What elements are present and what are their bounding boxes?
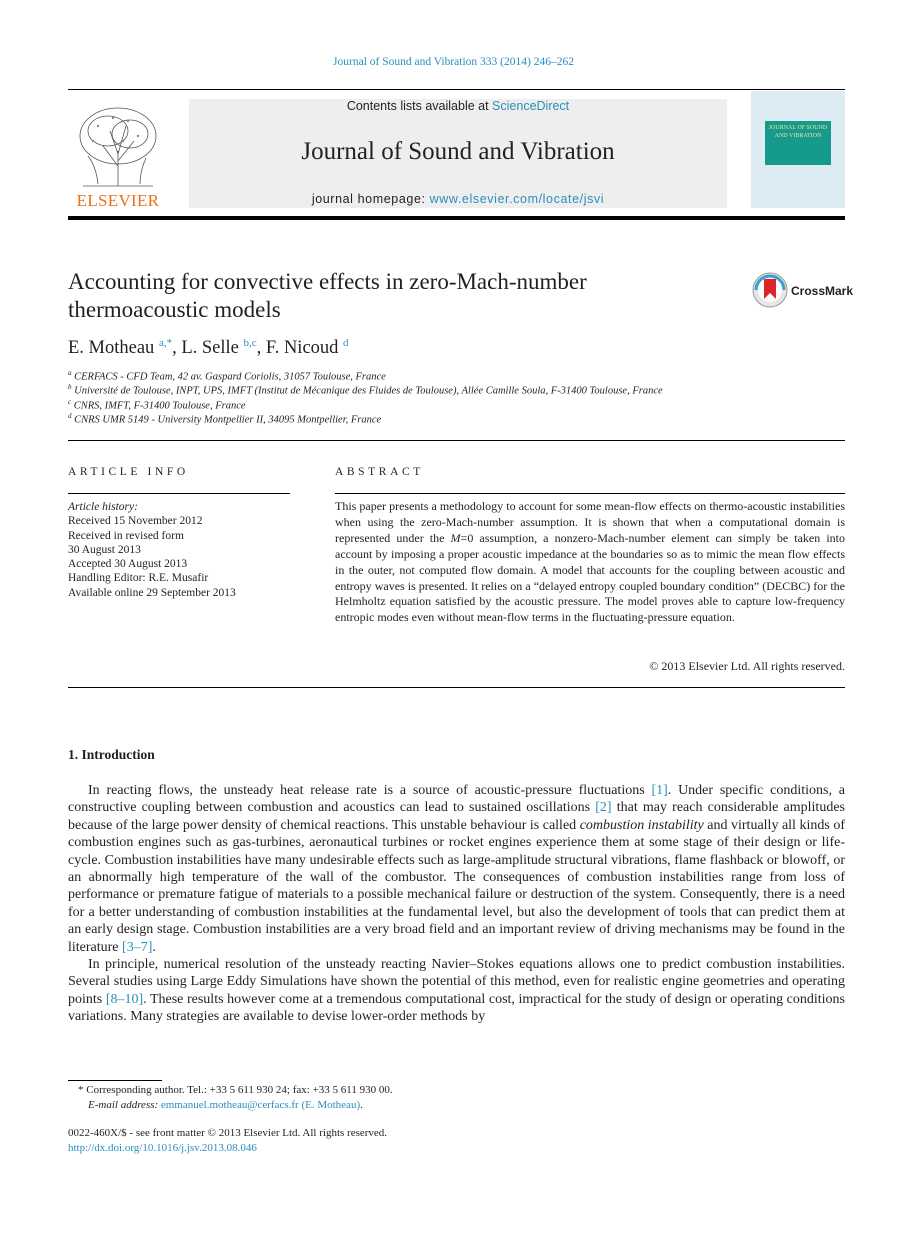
abstract-rule [335,493,845,494]
footnote [78,1083,838,1113]
crossmark-label[interactable]: CrossMark [791,284,854,298]
author-affil-mark[interactable]: d [343,337,349,349]
text-run: . [360,1099,363,1111]
affiliation [68,412,381,426]
homepage-prefix: journal homepage: [311,192,430,206]
doi-link[interactable]: http://dx.doi.org/10.1016/j.jsv.2013.08.046 [68,1141,257,1154]
journal-cover-thumbnail[interactable] [751,91,845,208]
elsevier-wordmark: ELSEVIER [76,191,160,210]
header-top-rule [68,89,845,90]
contents-prefix: Contents lists available at [346,99,493,113]
homepage-line [189,192,727,206]
text-run: . Under specific conditions, a constructive coupling between combustion and acoustics can lead to sustained oscillations [68,783,845,816]
title-line-2: thermoacoustic models [68,297,281,322]
abstract-part-2: =0 assumption, a nonzero-Mach-number element can simply be taken into account by imposing a proper acoustic impedance at the boundaries so as to mimic the mean flow effects in the outer, not computed flow domain. A model that accounts for the coupling between acoustic and entropy waves is presented. It relies on a “delayed entropy coupled boundary condition” (DECBC) for the Helmholtz equation satisfied by the acoustic pressure. The model proves able to capture low-frequency entropic modes even without mean-flow terms in the fluctuating-pressure equation. [335,530,845,625]
paragraph [68,956,845,1026]
affiliation-text: CNRS UMR 5149 - University Montpellier II, 34095 Montpellier, France [74,414,382,426]
author-affil-mark[interactable]: b,c [243,337,257,349]
text-run: . These results however come at a tremendous computational cost, impractical for the study of design or operating conditions variations. Many strategies are available to devise lower-order methods by [68,991,845,1025]
article-history [68,500,298,600]
homepage-link[interactable]: www.elsevier.com/locate/jsvi [429,192,605,206]
front-matter-footer [68,1126,845,1155]
cover-title: JOURNAL OF SOUND AND VIBRATION [768,125,828,139]
author-list: E. Motheau $^{a,*}$, L. Selle $^{b,c}$, F. Nicoud $^d$ [68,337,349,359]
affiliation [68,383,663,397]
journal-reference[interactable]: Journal of Sound and Vibration 333 (2014) 246–262 [333,56,574,68]
affiliation-mark: c [68,398,72,406]
corresponding-author: * Corresponding author. Tel.: +33 5 611 930 24; fax: +33 5 611 930 00. [78,1084,393,1096]
article-info-rule [68,493,290,494]
journal-title: Journal of Sound and Vibration [301,138,615,165]
author-name[interactable]: F. Nicoud [265,338,339,359]
footnote-rule [68,1080,162,1081]
header-thick-rule [68,216,845,220]
citation-link[interactable]: [8–10] [105,991,144,1007]
abstract-bottom-rule [68,687,845,688]
history-item: Handling Editor: R.E. Musafir [68,572,209,585]
affiliations-rule [68,440,845,441]
abstract-body [335,499,845,626]
history-item: Received in revised form [68,529,184,542]
citation-link[interactable]: [2] [595,800,612,816]
paper-title [68,268,728,324]
text-run: and virtually all kinds of combustion engines such as gas-turbines, aeronautical turbines or rocket engines experience them at some stage of their design or life-cycle. Combustion instabilities have many undesirable effects such as large-amplitude structural vibrations, flame flashback or blowoff, or an abnormally high temperature of the wall of the combustor. The consequences of combustion instabilities range from loss of performance or premature fatigue of materials to a possible mechanical failure or destruction of the system. Consequently, there is a need for a better understanding of combustion instabilities at the fundamental level, but also the development of tools that can predict them at an early design stage. Combustion instabilities are a very broad field and an important review of driving mechanisms may be found in the literature [68,817,845,955]
emphasis: combustion instability [579,817,704,833]
paragraph [68,782,845,956]
history-label: Article history: [68,501,138,513]
title-line-1: Accounting for convective effects in zero-Mach-number [68,269,587,294]
history-item: 30 August 2013 [68,543,141,556]
citation-link[interactable]: [3–7] [122,939,153,955]
author-name[interactable]: L. Selle [181,338,239,359]
abstract-copyright: © 2013 Elsevier Ltd. All rights reserved. [649,659,845,673]
author-name[interactable]: E. Motheau [68,338,155,359]
affiliation-mark: a [68,369,72,377]
affiliation-text: Université de Toulouse, INPT, UPS, IMFT (Institut de Mécanique des Fluides de Toulouse), Allée Camille Soula, F-31400 Toulouse, France [74,385,663,397]
email-line [78,1098,838,1113]
email-link[interactable]: emmanuel.motheau@cerfacs.fr (E. Motheau) [160,1099,361,1111]
email-label: E-mail address: [88,1099,161,1111]
abstract-part-1: This paper presents a methodology to account for some mean-flow effects on thermo-acoustic instabilities when using the zero-Mach-number assumption. It is shown that when a computational domain is represented under the [335,499,845,545]
section-heading-introduction: 1. Introduction [68,747,155,762]
history-item: Received 15 November 2012 [68,515,203,528]
history-item: Available online 29 September 2013 [68,586,236,599]
affiliation-mark: b [68,383,72,391]
affiliation-mark: d [68,412,72,420]
text-run: . [152,939,156,955]
affiliation-text: CERFACS - CFD Team, 42 av. Gaspard Coriolis, 31057 Toulouse, France [74,371,386,383]
abstract-math: M [450,530,461,545]
text-run: that may reach considerable amplitudes because of the large power density of chemical reactions. This unstable behaviour is called [68,800,845,833]
crossmark-icon[interactable] [752,272,788,308]
affiliation [68,398,246,412]
author-affil-mark[interactable]: a,* [158,337,173,349]
history-item: Accepted 30 August 2013 [68,558,188,571]
abstract-heading: ABSTRACT [335,466,424,478]
affiliation [68,369,386,383]
citation-link[interactable]: [1] [651,783,668,798]
text-run: In principle, numerical resolution of the unsteady reacting Navier–Stokes equations allows one to predict combustion instabilities. Several studies using Large Eddy Simulations have shown the potential of this method, even for realistic engine geometries and operating points [68,957,845,1007]
affiliation-text: CNRS, IMFT, F-31400 Toulouse, France [73,400,246,412]
article-info-heading: ARTICLE INFO [68,466,189,478]
introduction-body [68,782,845,1026]
contents-line [189,99,727,113]
sciencedirect-link[interactable]: ScienceDirect [492,99,570,113]
text-run: In reacting flows, the unsteady heat release rate is a source of acoustic-pressure fluctuations [88,783,652,798]
issn-line: 0022-460X/$ - see front matter © 2013 Elsevier Ltd. All rights reserved. [68,1127,388,1139]
